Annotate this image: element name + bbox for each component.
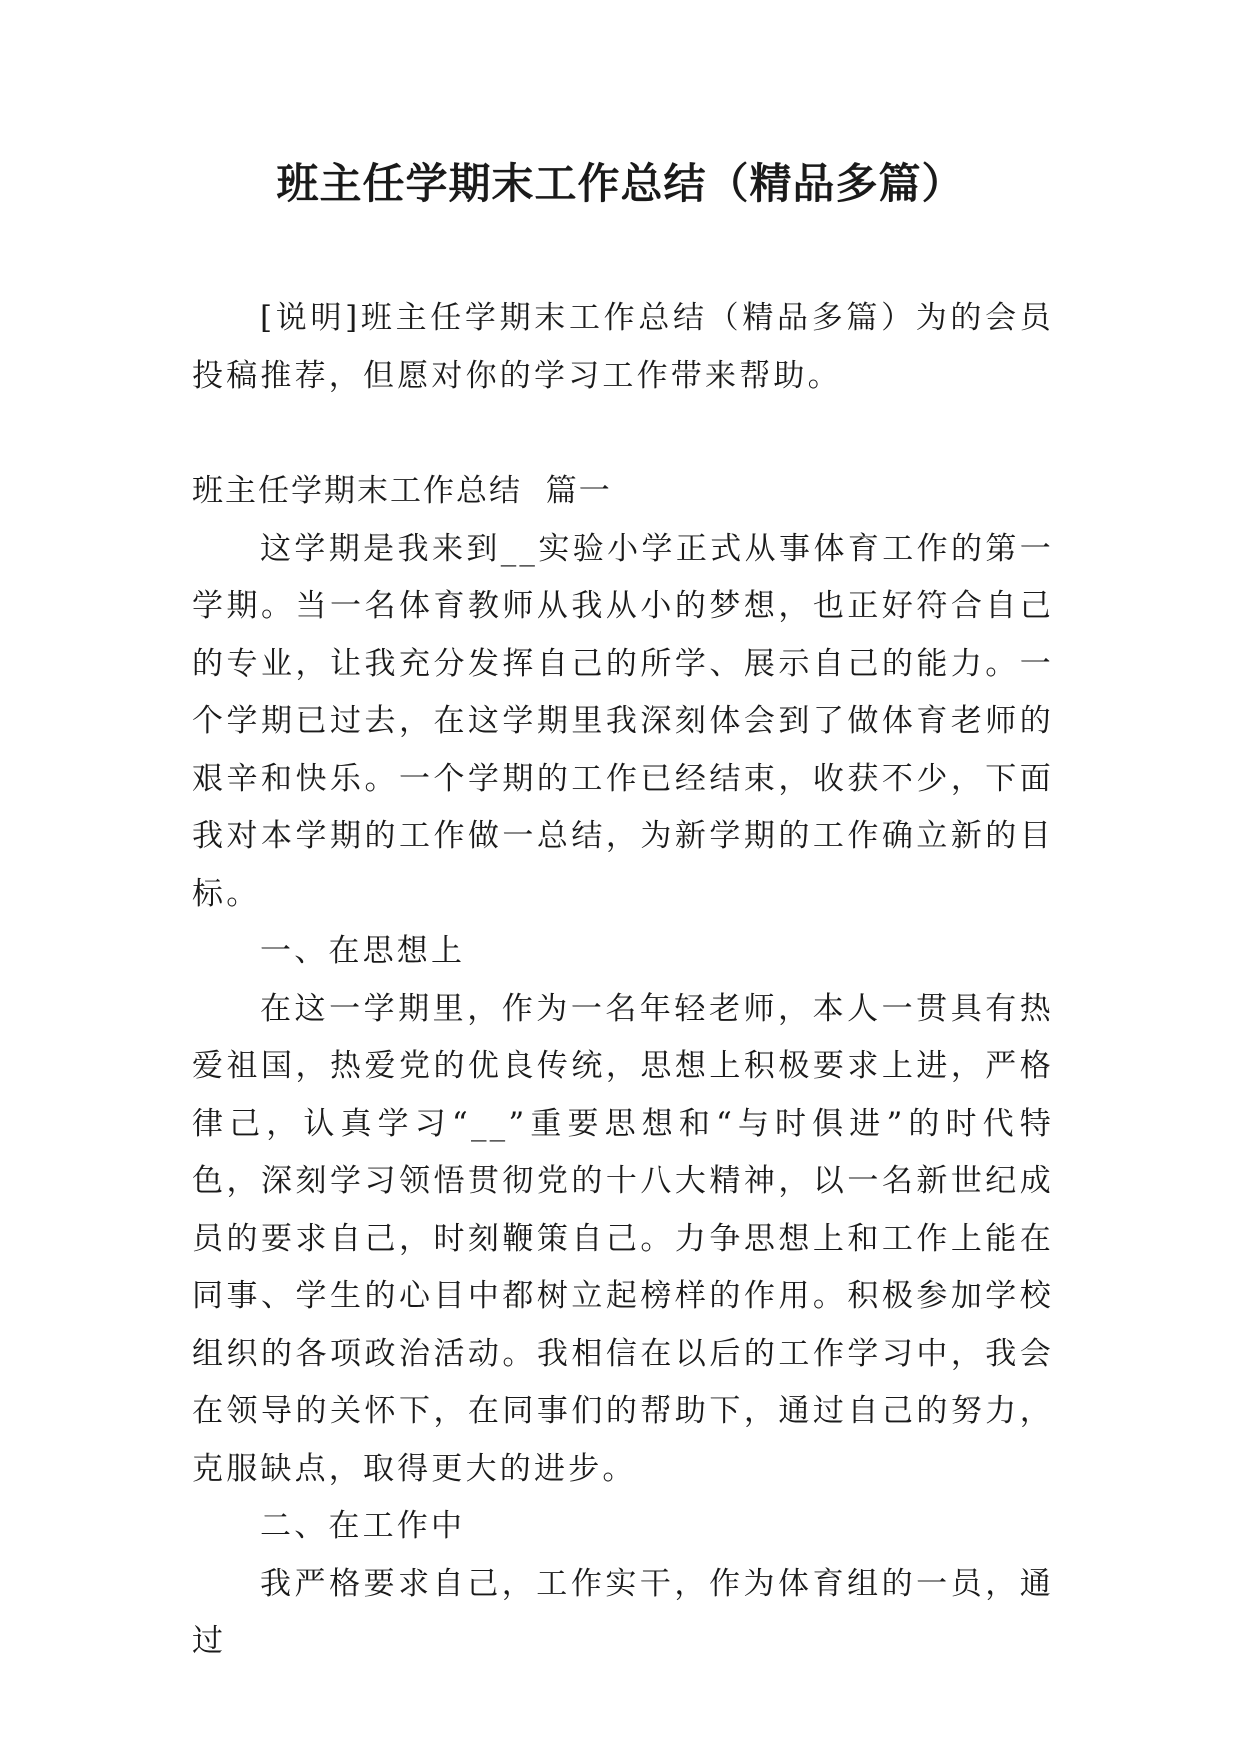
paragraph: 这学期是我来到__实验小学正式从事体育工作的第一学期。当一名体育教师从我从小的梦想，也正好符合自己的专业，让我充分发挥自己的所学、展示自己的能力。一个学期已过去，在这学期里我深刻体会到了做体育老师的艰辛和快乐。一个学期的工作已经结束，收获不少，下面我对本学期的工作做一总结，为新学期的工作确立新的目标。	[192, 530, 1054, 912]
subheading-work: 二、在工作中	[260, 1508, 466, 1544]
section-heading: 班主任学期末工作总结 篇一	[192, 473, 612, 509]
paragraph: 我严格要求自己，工作实干，作为体育组的一员，通过	[192, 1565, 1054, 1659]
document-title: 班主任学期末工作总结（精品多篇）	[276, 159, 965, 208]
subheading-thought: 一、在思想上	[260, 933, 466, 969]
paragraph: 在这一学期里，作为一名年轻老师，本人一贯具有热爱祖国，热爱党的优良传统，思想上积极要求上进，严格律己，认真学习“__”重要思想和“与时俱进”的时代特色，深刻学习领悟贯彻党的十八大精神，以一名新世纪成员的要求自己，时刻鞭策自己。力争思想上和工作上能在同事、学生的心目中都树立起榜样的作用。积极参加学校组织的各项政治活动。我相信在以后的工作学习中，我会在领导的关怀下，在同事们的帮助下，通过自己的努力，克服缺点，取得更大的进步。	[192, 990, 1054, 1487]
section-one	[192, 463, 1054, 1671]
note-paragraph: [说明]班主任学期末工作总结（精品多篇）为的会员投稿推荐，但愿对你的学习工作带来帮助。	[192, 300, 1054, 394]
note-block	[192, 290, 1054, 405]
